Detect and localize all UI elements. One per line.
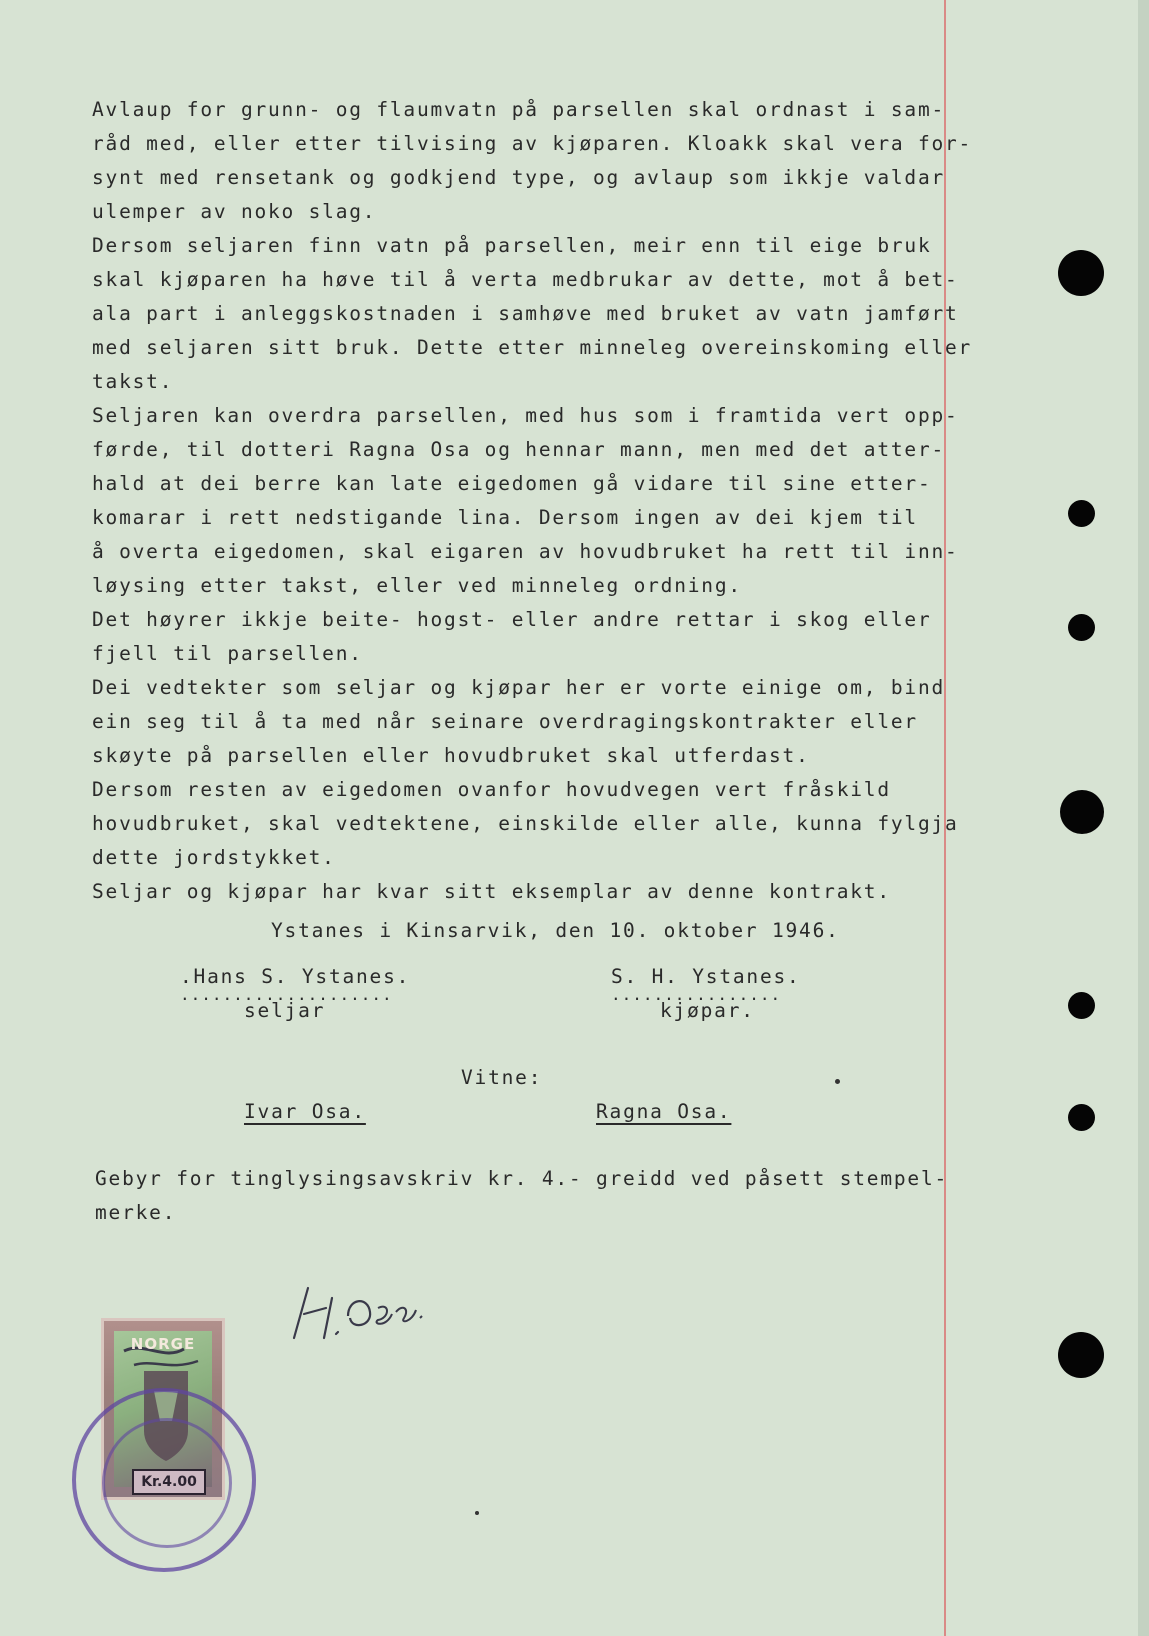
fee-line-2: merke. xyxy=(95,1201,177,1224)
text-line: Det høyrer ikkje beite- hogst- eller andre rettar i skog eller xyxy=(92,608,932,631)
text-line: Seljar og kjøpar har kvar sitt eksemplar av denne kontrakt. xyxy=(92,880,891,903)
binder-hole-4 xyxy=(1060,790,1104,834)
ink-speck-2 xyxy=(475,1511,479,1515)
binder-hole-1 xyxy=(1058,250,1104,296)
seller-name: .Hans S. Ystanes. xyxy=(180,965,411,988)
text-line: synt med rensetank og godkjend type, og avlaup som ikkje valdar xyxy=(92,166,946,189)
text-line: skal kjøparen ha høve til å verta medbrukar av dette, mot å bet- xyxy=(92,268,959,291)
text-line: hovudbruket, skal vedtektene, einskilde eller alle, kunna fylgja xyxy=(92,812,959,835)
buyer-name: S. H. Ystanes. xyxy=(611,965,801,988)
text-line: ein seg til å ta med når seinare overdragingskontrakter eller xyxy=(92,710,918,733)
stamp-country: NORGE xyxy=(130,1335,196,1353)
text-line: takst. xyxy=(92,370,174,393)
text-line: Avlaup for grunn- og flaumvatn på parsellen skal ordnast i sam- xyxy=(92,98,946,121)
text-line: ulemper av noko slag. xyxy=(92,200,377,223)
binder-hole-2 xyxy=(1068,500,1095,527)
binder-hole-7 xyxy=(1058,1332,1104,1378)
place-date: Ystanes i Kinsarvik, den 10. oktober 1946. xyxy=(271,919,840,942)
text-line: skøyte på parsellen eller hovudbruket skal utferdast. xyxy=(92,744,810,767)
text-line: med seljaren sitt bruk. Dette etter minneleg overeinskoming eller xyxy=(92,336,973,359)
fee-line-1: Gebyr for tinglysingsavskriv kr. 4.- greidd ved påsett stempel- xyxy=(95,1167,949,1190)
buyer-role: kjøpar. xyxy=(660,999,755,1022)
binder-hole-3 xyxy=(1068,614,1095,641)
handwritten-signature xyxy=(286,1268,446,1358)
stamp-value: Kr.4.00 xyxy=(132,1469,206,1495)
text-line: førde, til dotteri Ragna Osa og hennar mann, men med det atter- xyxy=(92,438,946,461)
buyer-dotted-line: ................ xyxy=(611,985,782,1004)
text-line: ala part i anleggskostnaden i samhøve med bruket av vatn jamført xyxy=(92,302,959,325)
text-line: å overta eigedomen, skal eigaren av hovudbruket ha rett til inn- xyxy=(92,540,959,563)
binder-hole-6 xyxy=(1068,1104,1095,1131)
contract-body xyxy=(92,93,972,909)
text-line: dette jordstykket. xyxy=(92,846,336,869)
text-line: Dersom resten av eigedomen ovanfor hovudvegen vert fråskild xyxy=(92,778,891,801)
text-line: løysing etter takst, eller ved minneleg ordning. xyxy=(92,574,742,597)
witness-heading: Vitne: xyxy=(461,1066,543,1089)
text-line: Dersom seljaren finn vatn på parsellen, meir enn til eige bruk xyxy=(92,234,932,257)
binder-hole-5 xyxy=(1068,992,1095,1019)
witness-1-name: Ivar Osa. xyxy=(244,1100,366,1123)
text-line: Seljaren kan overdra parsellen, med hus som i framtida vert opp- xyxy=(92,404,959,427)
official-seal xyxy=(72,1388,256,1572)
text-line: råd med, eller etter tilvising av kjøparen. Kloakk skal vera for- xyxy=(92,132,973,155)
text-line: komarar i rett nedstigande lina. Dersom ingen av dei kjem til xyxy=(92,506,918,529)
seller-dotted-line: .................... xyxy=(180,985,393,1004)
seal-inner-ring xyxy=(102,1418,232,1548)
ink-speck xyxy=(835,1079,840,1084)
text-line: hald at dei berre kan late eigedomen gå vidare til sine etter- xyxy=(92,472,932,495)
text-line: Dei vedtekter som seljar og kjøpar her er vorte einige om, bind xyxy=(92,676,946,699)
seller-role: seljar xyxy=(244,999,326,1022)
text-line: fjell til parsellen. xyxy=(92,642,363,665)
witness-2-name: Ragna Osa. xyxy=(596,1100,732,1123)
page-edge xyxy=(1138,0,1149,1636)
